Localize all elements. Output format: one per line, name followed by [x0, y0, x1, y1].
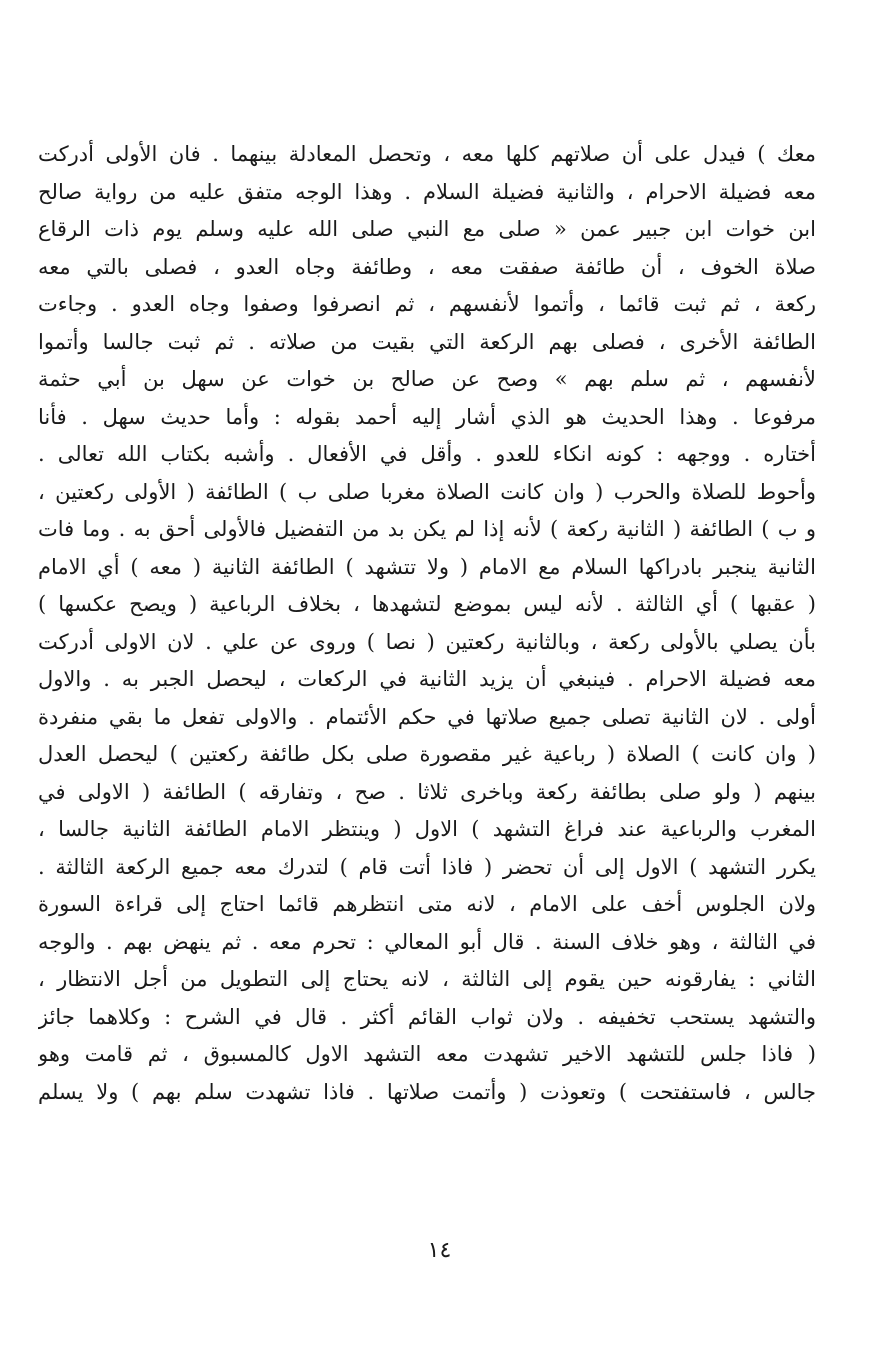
text-line: وأحوط للصلاة والحرب ( وان كانت الصلاة مغربا صلى ب ) الطائفة ( الأولى ركعتين ،	[38, 479, 816, 504]
text-line: ابن خوات ابن جبير عمن « صلى مع النبي صلى الله عليه وسلم يوم ذات الرقاع	[38, 217, 816, 241]
text-line: الثانية ينجبر بادراكها السلام مع الامام ( ولا تتشهد ) الطائفة الثانية ( معه ) أي الامام	[38, 554, 816, 579]
text-line: يكرر التشهد ) الاول إلى أن تحضر ( فاذا أتت قام ) لتدرك معه جميع الركعة الثالثة .	[38, 854, 816, 879]
page-number: ١٤	[427, 1238, 452, 1263]
text-line: جالس ، فاستفتحت ) وتعوذت ( وأتمت صلاتها . فاذا تشهدت سلم بهم ) ولا يسلم	[38, 1079, 816, 1104]
body-text	[38, 136, 816, 1111]
text-line: في الثالثة ، وهو خلاف السنة . قال أبو المعالي : تحرم معه . ثم ينهض بهم . والوجه	[38, 929, 816, 954]
text-line: ( وان كانت ) الصلاة ( رباعية غير مقصورة صلى بكل طائفة ركعتين ) ليحصل العدل	[38, 742, 816, 766]
text-line: أولى . لان الثانية تصلى جميع صلاتها في حكم الأئتمام . والاولى تفعل ما بقي منفردة	[38, 704, 816, 729]
text-line: و ب ) الطائفة ( الثانية ركعة ) لأنه إذا لم يكن بد من التفضيل فالأولى أحق به . وما فات	[38, 517, 816, 541]
text-line: المغرب والرباعية عند فراغ التشهد ) الاول ( وينتظر الامام الطائفة الثانية جالسا ،	[38, 817, 816, 841]
text-line: الثاني : يفارقونه حين يقوم إلى الثالثة ، لانه يحتاج إلى التطويل من أجل الانتظار ،	[38, 967, 816, 991]
text-line: ( عقبها ) أي الثالثة . لأنه ليس بموضع لتشهدها ، بخلاف الرباعية ( ويصح عكسها )	[38, 592, 816, 616]
text-line: مرفوعا . وهذا الحديث هو الذي أشار إليه أحمد بقوله : وأما حديث سهل . فأنا	[38, 404, 816, 429]
text-line: الطائفة الأخرى ، فصلى بهم الركعة التي بقيت من صلاته . ثم ثبت جالسا وأتموا	[38, 329, 816, 354]
text-line: ركعة ، ثم ثبت قائما ، وأتموا لأنفسهم ، ثم انصرفوا وصفوا وجاه العدو . وجاءت	[38, 292, 816, 316]
text-line: ولان الجلوس أخف على الامام ، لانه متى انتظرهم قائما احتاج إلى قراءة السورة	[38, 892, 816, 916]
text-line: والتشهد يستحب تخفيفه . ولان ثواب القائم أكثر . قال في الشرح : وكلاهما جائز	[38, 1004, 816, 1029]
text-line: صلاة الخوف ، أن طائفة صفقت معه ، وطائفة وجاه العدو ، فصلى بالتي معه	[38, 254, 816, 279]
text-line: معه فضيلة الاحرام ، والثانية فضيلة السلام . وهذا الوجه متفق عليه من رواية صالح	[38, 179, 816, 204]
text-line: معك ) فيدل على أن صلاتهم كلها معه ، وتحصل المعادلة بينهما . فان الأولى أدركت	[38, 142, 816, 166]
text-line: بأن يصلي بالأولى ركعة ، وبالثانية ركعتين ( نصا ) وروى عن علي . لان الاولى أدركت	[38, 629, 816, 654]
text-line: لأنفسهم ، ثم سلم بهم » وصح عن صالح بن خوات عن سهل بن أبي حثمة	[38, 367, 816, 391]
text-line: بينهم ( ولو صلى بطائفة ركعة وباخرى ثلاثا . صح ، وتفارقه ) الطائفة ( الاولى في	[38, 779, 816, 804]
text-line: ( فاذا جلس للتشهد الاخير تشهدت معه التشهد الاول كالمسبوق ، ثم قامت وهو	[38, 1042, 816, 1066]
text-line: أختاره . ووجهه : كونه انكاء للعدو . وأقل في الأفعال . وأشبه بكتاب الله تعالى .	[38, 442, 816, 466]
text-line: معه فضيلة الاحرام . فينبغي أن يزيد الثانية في الركعات ، ليحصل الجبر به . والاول	[38, 667, 816, 691]
